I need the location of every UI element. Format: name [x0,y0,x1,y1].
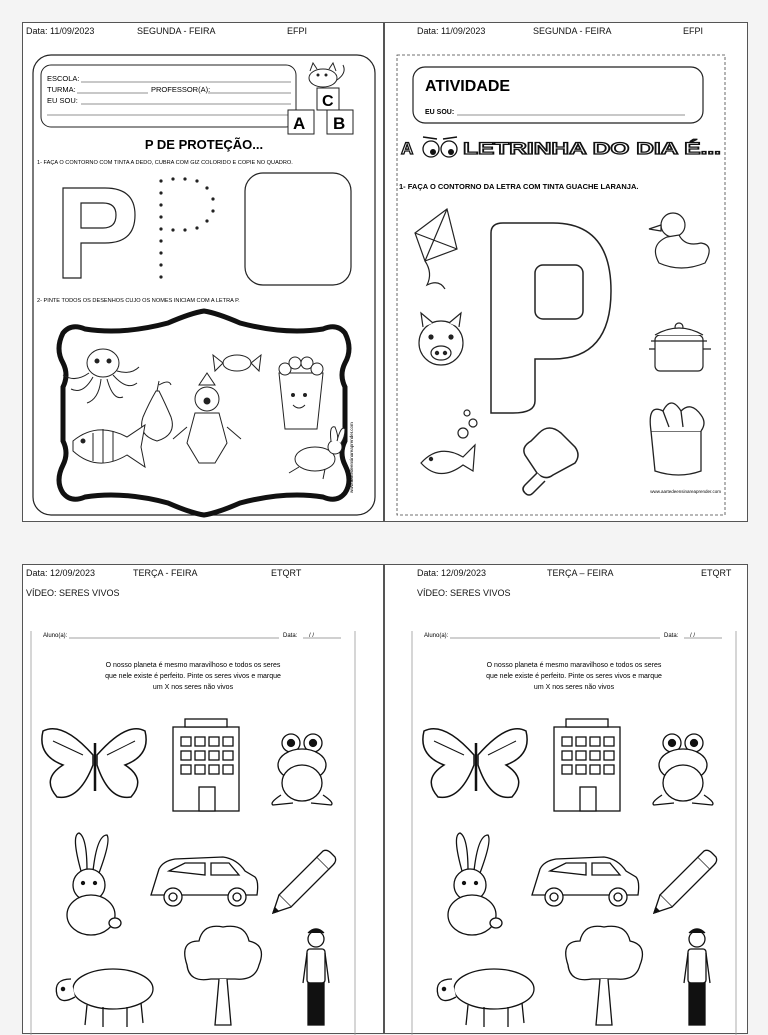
field-eu-sou: EU SOU: [425,109,455,116]
field-turma: TURMA: [47,85,76,94]
worksheet-letrinha-do-dia [385,23,749,523]
field-escola: ESCOLA: [47,74,80,83]
instruction-line-1: O nosso planeta é mesmo maravilhoso e todos os seres [486,662,662,669]
bread-bag-icon [650,403,704,475]
instruction-line-2: que nele existe é perfeito. Pinte os seres vivos e marque [486,673,662,680]
dotted-letter-p [159,177,214,278]
pot-icon [649,323,711,371]
video-subheader: VÍDEO: SERES VIVOS [26,588,120,598]
panel-date: Data: 11/09/2023 [417,26,486,36]
popsicle-icon [523,428,578,495]
date-slashes: / / [309,633,315,639]
activity-title: ATIVIDADE [425,78,511,95]
panel-day: TERÇA – FEIRA [547,568,614,578]
pig-icon [56,969,153,1027]
frog-icon [653,734,713,805]
car-icon [151,857,258,906]
banner-text: LETRINHA DO DIA É... [463,139,721,158]
worksheet-seres-vivos [23,565,385,1035]
alphabet-blocks-icon [288,63,353,134]
watermark-text: www.aartedeensinareaprender.com [349,422,354,493]
panel-tuesday-right [384,564,748,1034]
instruction-line-1: O nosso planeta é mesmo maravilhoso e todos os seres [105,662,281,669]
panel-tuesday-left [22,564,384,1034]
svg-text:A: A [293,114,306,133]
svg-text:B: B [333,114,346,133]
butterfly-icon [423,729,527,798]
panel-monday-right [384,22,748,522]
panel-code: ETQRT [271,568,302,578]
pig-icon [437,969,534,1027]
building-icon [554,719,620,811]
big-outlined-letter-p [491,223,611,413]
instruction: 1- FAÇA O CONTORNO DA LETRA COM TINTA GUACHE LARANJA. [399,182,639,191]
video-subheader: VÍDEO: SERES VIVOS [417,588,511,598]
instruction-line-3: um X nos seres não vivos [533,684,615,691]
panel-date: Data: 12/09/2023 [417,568,487,578]
rabbit-icon [448,833,502,935]
date-field: Data: [664,633,679,639]
copy-box [245,173,351,285]
tree-icon [185,926,262,1025]
pig-icon [419,313,463,365]
watermark-text: www.aartedeensinareaprender.com [650,489,721,494]
building-icon [173,719,239,811]
panel-monday-left [22,22,384,522]
panel-code: ETQRT [701,568,732,578]
pencil-icon [654,850,717,913]
panel-date: Data: 12/09/2023 [26,568,96,578]
worksheet-seres-vivos [385,565,749,1035]
panel-day: SEGUNDA - FEIRA [137,26,216,36]
tree-icon [566,926,643,1025]
instruction-line-2: que nele existe é perfeito. Pinte os seres vivos e marque [105,673,281,680]
frog-icon [272,734,332,805]
svg-text:C: C [322,93,334,110]
rabbit-icon [67,833,121,935]
instruction-2: 2- PINTE TODOS OS DESENHOS CUJO OS NOMES INICIAM COM A LETRA P. [37,298,240,304]
student-field: Aluno(a): [424,633,449,639]
worksheet-p-protecao [23,23,385,523]
student-field: Aluno(a): [43,633,68,639]
panel-code: EFPI [287,26,308,36]
instruction-1: 1- FAÇA O CONTORNO COM TINTA A DEDO, CUBRA COM GIZ COLORIDO E COPIE NO QUADRO. [37,160,293,166]
duck-icon [649,213,709,268]
panel-date: Data: 11/09/2023 [26,26,95,36]
worksheet-title: P DE PROTEÇÃO... [144,137,264,152]
eyes-icon [423,137,457,157]
person-icon [684,929,710,1025]
field-eu-sou: EU SOU: [47,96,78,105]
outlined-letter-p [63,188,135,278]
date-slashes: / / [690,633,696,639]
panel-day: TERÇA - FEIRA [133,568,198,578]
banner-letter-a: A [401,139,414,158]
panel-code: EFPI [683,26,704,36]
field-professor: PROFESSOR(A): [151,85,211,94]
person-icon [303,929,329,1025]
instruction-line-3: um X nos seres não vivos [152,684,234,691]
butterfly-icon [42,729,146,798]
panel-day: SEGUNDA - FEIRA [533,26,612,36]
date-field: Data: [283,633,298,639]
pencil-icon [273,850,336,913]
kite-icon [415,209,457,289]
fish-icon [421,410,477,474]
car-icon [532,857,639,906]
